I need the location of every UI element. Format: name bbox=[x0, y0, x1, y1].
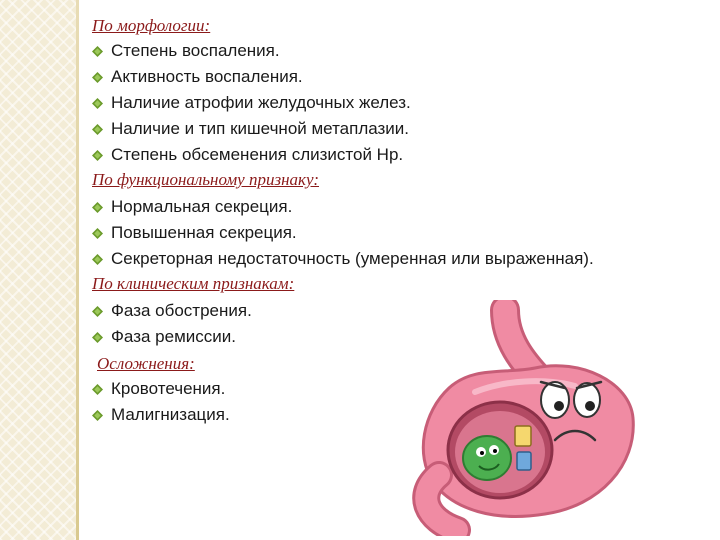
list-item-text: Кровотечения. bbox=[111, 379, 226, 398]
list-item bbox=[92, 142, 712, 168]
decorative-sidebar bbox=[0, 0, 76, 540]
list-item-text: Наличие и тип кишечной метаплазии. bbox=[111, 119, 410, 138]
list-item-text: Секреторная недостаточность (умеренная или выраженная). bbox=[111, 249, 594, 268]
list-item-text: Наличие атрофии желудочных желез. bbox=[111, 93, 411, 112]
diamond-bullet-icon bbox=[92, 228, 111, 239]
section-heading-morphology: По морфологии: bbox=[92, 16, 211, 35]
diamond-bullet-icon bbox=[92, 306, 111, 317]
list-item bbox=[92, 90, 712, 116]
sidebar-divider bbox=[76, 0, 79, 540]
section-heading-clinical: По клиническим признакам: bbox=[92, 274, 295, 293]
diamond-bullet-icon bbox=[92, 72, 111, 83]
list-item-text: Степень воспаления. bbox=[111, 41, 280, 60]
list-item bbox=[92, 116, 712, 142]
diamond-bullet-icon bbox=[92, 98, 111, 109]
list-item bbox=[92, 64, 712, 90]
diamond-bullet-icon bbox=[92, 332, 111, 343]
list-item-text: Малигнизация. bbox=[111, 405, 230, 424]
list-item-text: Активность воспаления. bbox=[111, 67, 303, 86]
diamond-bullet-icon bbox=[92, 124, 111, 135]
diamond-bullet-icon bbox=[92, 150, 111, 161]
section-heading-functional: По функциональному признаку: bbox=[92, 170, 319, 189]
diamond-bullet-icon bbox=[92, 384, 111, 395]
list-item-text: Фаза ремиссии. bbox=[111, 327, 236, 346]
list-item bbox=[92, 220, 712, 246]
list-item-text: Нормальная секреция. bbox=[111, 197, 293, 216]
diamond-bullet-icon bbox=[92, 410, 111, 421]
list-item-text: Фаза обострения. bbox=[111, 301, 252, 320]
cartoon-stomach-illustration bbox=[405, 300, 645, 536]
list-item bbox=[92, 194, 712, 220]
list-item bbox=[92, 38, 712, 64]
diamond-bullet-icon bbox=[92, 254, 111, 265]
list-item bbox=[92, 246, 712, 272]
list-item-text: Повышенная секреция. bbox=[111, 223, 297, 242]
diamond-bullet-icon bbox=[92, 202, 111, 213]
diamond-bullet-icon bbox=[92, 46, 111, 57]
list-item-text: Степень обсеменения слизистой Hp. bbox=[111, 145, 404, 164]
section-heading-complications: Осложнения: bbox=[97, 354, 195, 373]
